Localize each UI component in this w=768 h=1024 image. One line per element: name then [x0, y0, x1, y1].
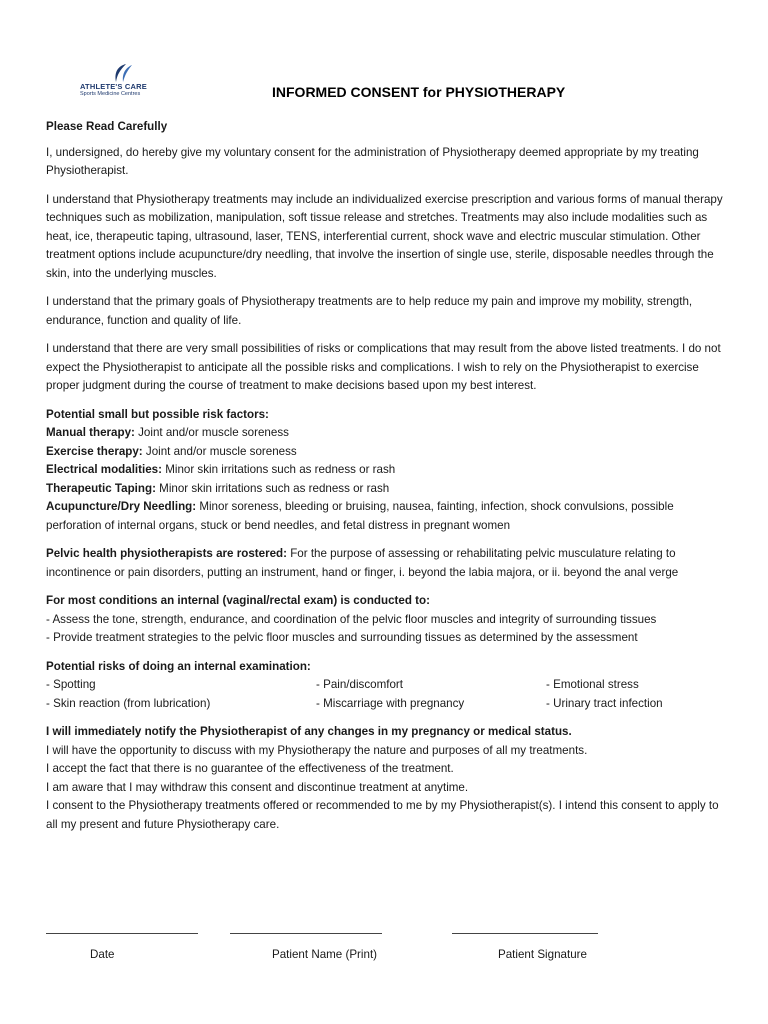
pelvic-health-label: Pelvic health physiotherapists are rostered: [46, 547, 287, 560]
risk-factor-text: Minor skin irritations such as redness or rash [155, 481, 390, 495]
consent-statement: I accept the fact that there is no guarantee of the effectiveness of the treatment. [46, 762, 454, 775]
notify-statement: I will immediately notify the Physiotherapist of any changes in my pregnancy or medical status. [46, 725, 572, 738]
consent-paragraph-1: I, undersigned, do hereby give my voluntary consent for the administration of Physiotherapy deemed appropriate by my treating Physiotherapist. [46, 145, 699, 177]
risk-factor-label: Exercise therapy: [46, 444, 143, 458]
consent-paragraph-4: I understand that there are very small possibilities of risks or complications that may result from the above listed treatments. I do not expect the Physiotherapist to anticipate all the possible risks and complications. I wish to rely on the Physiotherapist to exercise proper judgment during the course of treatment to make decisions based upon my best interest. [46, 342, 721, 392]
internal-risks-list [46, 676, 726, 713]
risk-factors-heading: Potential small but possible risk factors: [46, 407, 269, 421]
risk-factor-label: Therapeutic Taping: [46, 481, 156, 495]
internal-risk-item: - Miscarriage with pregnancy [316, 696, 465, 710]
patient-signature-label: Patient Signature [498, 948, 587, 961]
risk-factor-text: Minor soreness, bleeding or bruising, nausea, fainting, infection, shock convulsions, possible perforation of internal organs, stuck or bend needles, and fetal distress in pregnant women [46, 500, 674, 532]
risk-factor-item [46, 424, 726, 443]
risk-factor-item [46, 480, 726, 499]
internal-exam-heading: For most conditions an internal (vaginal/rectal exam) is conducted to: [46, 594, 430, 607]
patient-name-label: Patient Name (Print) [272, 948, 378, 961]
logo-subtitle: Sports Medicine Centres [80, 91, 141, 97]
internal-risk-item: - Emotional stress [546, 678, 639, 691]
risk-factor-text: Joint and/or muscle soreness [142, 444, 297, 458]
risk-factor-item [46, 461, 726, 480]
document-body [46, 118, 726, 834]
risk-factor-label: Acupuncture/Dry Needling: [46, 500, 197, 513]
internal-exam-item: - Provide treatment strategies to the pelvic floor muscles and surrounding tissues as determined by the assessment [46, 631, 638, 644]
athletes-care-logo [80, 62, 170, 98]
pelvic-health-paragraph [46, 545, 726, 582]
patient-signature-line[interactable] [452, 933, 598, 934]
internal-risk-item: - Spotting [46, 678, 96, 691]
risk-factor-item [46, 443, 726, 462]
please-read-heading: Please Read Carefully [46, 120, 168, 133]
date-label: Date [90, 948, 115, 961]
risk-factor-text: Minor skin irritations such as redness or rash [161, 463, 396, 476]
risk-factor-item [46, 498, 726, 535]
document-title: INFORMED CONSENT for PHYSIOTHERAPY [272, 84, 566, 100]
consent-statement: I am aware that I may withdraw this consent and discontinue treatment at anytime. [46, 780, 469, 794]
internal-risk-item: - Urinary tract infection [546, 696, 663, 710]
date-signature-line[interactable] [46, 933, 198, 934]
internal-risk-item: - Pain/discomfort [316, 678, 403, 691]
consent-statement: I consent to the Physiotherapy treatments offered or recommended to me by my Physiotherapist(s). I intend this consent to apply to all my present and future Physiotherapy care. [46, 799, 719, 831]
risk-factor-label: Manual therapy: [46, 426, 135, 439]
risk-factor-label: Electrical modalities: [46, 463, 162, 476]
athletes-care-logo-icon [108, 62, 134, 84]
risk-factor-text: Joint and/or muscle soreness [134, 426, 289, 439]
internal-risks-heading: Potential risks of doing an internal examination: [46, 659, 311, 673]
internal-exam-item: - Assess the tone, strength, endurance, and coordination of the pelvic floor muscles and integrity of surrounding tissues [46, 612, 657, 626]
consent-paragraph-3: I understand that the primary goals of Physiotherapy treatments are to help reduce my pain and improve my mobility, strength, endurance, function and quality of life. [46, 295, 693, 327]
patient-name-signature-line[interactable] [230, 933, 382, 934]
pelvic-health-text: For the purpose of assessing or rehabilitating pelvic musculature relating to incontinence or pain disorders, putting an instrument, hand or finger, i. beyond the labia majora, or ii. beyond the anal verge [46, 547, 679, 579]
logo-name: ATHLETE'S CARE [80, 82, 147, 91]
consent-statement: I will have the opportunity to discuss with my Physiotherapy the nature and purposes of all my treatments. [46, 743, 588, 757]
consent-paragraph-2: I understand that Physiotherapy treatments may include an individualized exercise prescription and various forms of manual therapy techniques such as mobilization, manipulation, soft tissue release and stretches. Treatments may also include modalities such as heat, ice, therapeutic taping, ultrasound, laser, TENS, interferential current, shock wave and electric muscular stimulation. Other treatment options include acupuncture/dry needling, that involve the insertion of single use, sterile, disposable needles through the skin, into the underlying muscles. [46, 192, 723, 280]
internal-risk-item: - Skin reaction (from lubrication) [46, 696, 211, 710]
